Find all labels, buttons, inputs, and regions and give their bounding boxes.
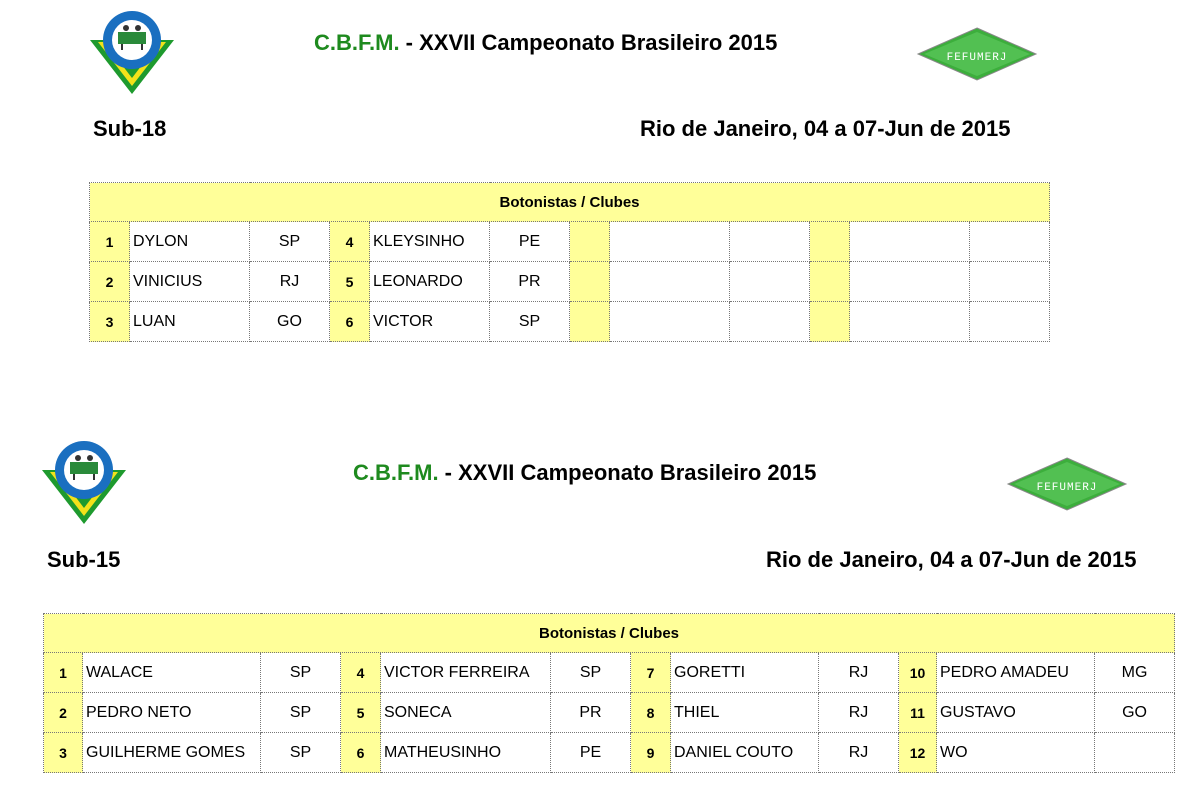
player-number: 11 — [899, 693, 937, 733]
player-state: SP — [261, 653, 341, 693]
player-state — [730, 302, 810, 342]
player-name: VICTOR — [370, 302, 490, 342]
player-state: PR — [490, 262, 570, 302]
player-number — [810, 302, 850, 342]
cbfm-logo — [88, 10, 176, 96]
player-number: 2 — [90, 262, 130, 302]
player-name — [610, 302, 730, 342]
player-name — [610, 262, 730, 302]
player-number: 12 — [899, 733, 937, 773]
player-name: GUILHERME GOMES — [83, 733, 261, 773]
title-abbr: C.B.F.M. — [314, 30, 400, 55]
title-rest: - XXVII Campeonato Brasileiro 2015 — [438, 460, 817, 485]
player-number: 5 — [341, 693, 381, 733]
player-number: 7 — [631, 653, 671, 693]
player-state — [730, 262, 810, 302]
player-state — [970, 222, 1050, 262]
table-row — [44, 693, 1175, 733]
player-state: GO — [1095, 693, 1175, 733]
player-number: 6 — [330, 302, 370, 342]
player-state: RJ — [819, 733, 899, 773]
player-state: SP — [261, 733, 341, 773]
table-row — [90, 222, 1050, 262]
player-state — [970, 302, 1050, 342]
player-number: 2 — [44, 693, 83, 733]
player-name: LEONARDO — [370, 262, 490, 302]
player-name — [850, 262, 970, 302]
page-title — [353, 460, 816, 486]
player-name: LUAN — [130, 302, 250, 342]
table-row — [44, 733, 1175, 773]
player-state — [1095, 733, 1175, 773]
player-state: GO — [250, 302, 330, 342]
player-state — [970, 262, 1050, 302]
player-state: RJ — [819, 653, 899, 693]
player-name — [850, 222, 970, 262]
player-number — [810, 222, 850, 262]
player-name: WO — [937, 733, 1095, 773]
fefumerj-logo — [916, 26, 1038, 82]
player-number — [570, 262, 610, 302]
player-state: RJ — [250, 262, 330, 302]
page-title — [314, 30, 777, 56]
player-name: PEDRO AMADEU — [937, 653, 1095, 693]
player-number — [570, 302, 610, 342]
place-date: Rio de Janeiro, 04 a 07-Jun de 2015 — [766, 547, 1137, 572]
player-number — [810, 262, 850, 302]
category-label: Sub-15 — [47, 547, 121, 572]
player-number: 1 — [90, 222, 130, 262]
player-state: MG — [1095, 653, 1175, 693]
player-number: 4 — [341, 653, 381, 693]
player-name: VINICIUS — [130, 262, 250, 302]
player-name: KLEYSINHO — [370, 222, 490, 262]
player-state: PE — [551, 733, 631, 773]
player-state: RJ — [819, 693, 899, 733]
player-name: WALACE — [83, 653, 261, 693]
table-header: Botonistas / Clubes — [44, 614, 1175, 653]
player-number: 3 — [90, 302, 130, 342]
fefumerj-logo-text: FEFUMERJ — [1036, 482, 1098, 494]
player-state: PR — [551, 693, 631, 733]
player-name — [850, 302, 970, 342]
player-name: MATHEUSINHO — [381, 733, 551, 773]
fefumerj-logo-text: FEFUMERJ — [946, 52, 1008, 64]
player-name: SONECA — [381, 693, 551, 733]
table-row — [90, 262, 1050, 302]
player-name: DYLON — [130, 222, 250, 262]
player-name: GORETTI — [671, 653, 819, 693]
player-state: SP — [250, 222, 330, 262]
player-name: THIEL — [671, 693, 819, 733]
player-number: 8 — [631, 693, 671, 733]
player-state: SP — [551, 653, 631, 693]
player-state: SP — [490, 302, 570, 342]
player-state — [730, 222, 810, 262]
place-date: Rio de Janeiro, 04 a 07-Jun de 2015 — [640, 116, 1011, 141]
player-number: 4 — [330, 222, 370, 262]
player-state: SP — [261, 693, 341, 733]
player-name: PEDRO NETO — [83, 693, 261, 733]
table-row — [90, 302, 1050, 342]
player-name — [610, 222, 730, 262]
player-number: 9 — [631, 733, 671, 773]
fefumerj-logo — [1006, 456, 1128, 512]
player-state: PE — [490, 222, 570, 262]
player-number: 1 — [44, 653, 83, 693]
category-label: Sub-18 — [93, 116, 167, 141]
player-number: 10 — [899, 653, 937, 693]
cbfm-logo — [40, 440, 128, 526]
player-number: 5 — [330, 262, 370, 302]
player-number: 6 — [341, 733, 381, 773]
player-name: VICTOR FERREIRA — [381, 653, 551, 693]
player-number: 3 — [44, 733, 83, 773]
roster-table — [43, 613, 1175, 773]
table-row — [44, 653, 1175, 693]
title-rest: - XXVII Campeonato Brasileiro 2015 — [399, 30, 778, 55]
roster-table — [89, 182, 1050, 342]
player-name: GUSTAVO — [937, 693, 1095, 733]
table-header: Botonistas / Clubes — [90, 183, 1050, 222]
player-number — [570, 222, 610, 262]
title-abbr: C.B.F.M. — [353, 460, 439, 485]
player-name: DANIEL COUTO — [671, 733, 819, 773]
